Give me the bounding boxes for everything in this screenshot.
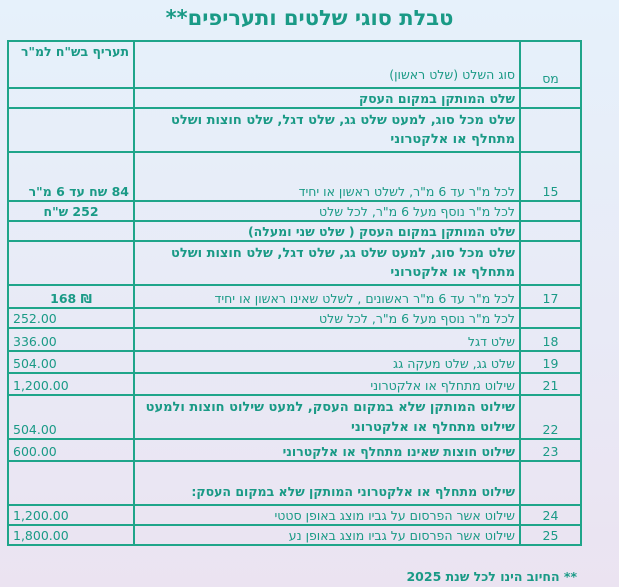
table-row bbox=[8, 201, 581, 221]
row-desc: שילוט המותקן שלא במקום העסק, למעט שילוט חוצות ולמעט שילוט מתחלף או אלקטרוני bbox=[134, 395, 520, 439]
row-num: 18 bbox=[520, 328, 581, 351]
row-num: 23 bbox=[520, 439, 581, 461]
row-num bbox=[520, 108, 581, 152]
row-desc: שילוט אשר הפרסום על גביו מוצג באופן סטטי bbox=[134, 505, 520, 525]
signs-rates-table bbox=[7, 40, 582, 546]
row-price bbox=[8, 241, 134, 285]
table-row bbox=[8, 373, 581, 395]
page-title: טבלת סוגי שלטים ותעריפים** bbox=[165, 6, 454, 30]
table-header-row bbox=[8, 41, 581, 88]
table-row bbox=[8, 152, 581, 201]
row-num: 25 bbox=[520, 525, 581, 545]
table-row bbox=[8, 395, 581, 439]
table-row bbox=[8, 108, 581, 152]
table-row bbox=[8, 328, 581, 351]
row-desc: שלט המותקן במקום העסק ( שלט שני ומעלה) bbox=[134, 221, 520, 241]
header-type: סוג השלט (שלט ראשון) bbox=[134, 41, 520, 88]
table-row bbox=[8, 241, 581, 285]
row-price bbox=[8, 461, 134, 505]
row-desc: שלט גג, שלט מעקה גג bbox=[134, 351, 520, 373]
row-price bbox=[8, 108, 134, 152]
row-num: 21 bbox=[520, 373, 581, 395]
row-desc: שלט מכל סוג, למעט שלט גג, שלט דגל, שלט חוצות ושלט מתחלף או אלקטרוני bbox=[134, 241, 520, 285]
table-row bbox=[8, 461, 581, 505]
row-price: 336.00 bbox=[8, 328, 134, 351]
row-desc: לכל מ"ר נוסף מעל 6 מ"ר, לכל שלט bbox=[134, 308, 520, 328]
row-price: 1,200.00 bbox=[8, 505, 134, 525]
row-desc: שילוט אשר הפרסום על גביו מוצג באופן נע bbox=[134, 525, 520, 545]
footer-note: ** החיוב הינו לכל שנת 2025 bbox=[406, 569, 577, 584]
row-desc: שלט דגל bbox=[134, 328, 520, 351]
row-price bbox=[8, 88, 134, 108]
table-row bbox=[8, 351, 581, 373]
row-desc: לכל מ"ר עד 6 מ"ר, לשלט ראשון או יחיד bbox=[134, 152, 520, 201]
row-num: 15 bbox=[520, 152, 581, 201]
row-price: 84 שח עד 6 מ"ר bbox=[8, 152, 134, 201]
row-price: 600.00 bbox=[8, 439, 134, 461]
row-price: ₪ 168 bbox=[8, 285, 134, 308]
row-price: 252.00 bbox=[8, 308, 134, 328]
row-desc: שילוט מתחלף או אלקטרוני bbox=[134, 373, 520, 395]
row-num: 24 bbox=[520, 505, 581, 525]
row-num: 17 bbox=[520, 285, 581, 308]
row-desc: שלט מכל סוג, למעט שלט גג, שלט דגל, שלט חוצות ושלט מתחלף או אלקטרוני bbox=[134, 108, 520, 152]
table-row bbox=[8, 221, 581, 241]
row-num bbox=[520, 308, 581, 328]
row-desc: שילוט חוצות שאינו מתחלף או אלקטרוני bbox=[134, 439, 520, 461]
row-desc: לכל מ"ר נוסף מעל 6 מ"ר, לכל שלט bbox=[134, 201, 520, 221]
table-row bbox=[8, 505, 581, 525]
row-price bbox=[8, 221, 134, 241]
header-price: תעריף בש"ח למ"ר bbox=[8, 41, 134, 88]
row-num: 19 bbox=[520, 351, 581, 373]
row-desc: שילוט מתחלף או אלקטרוני המותקן שלא במקום העסק: bbox=[134, 461, 520, 505]
row-desc: שלט המותקן במקום העסק bbox=[134, 88, 520, 108]
row-num bbox=[520, 461, 581, 505]
table-row bbox=[8, 285, 581, 308]
row-num bbox=[520, 221, 581, 241]
row-price: 1,800.00 bbox=[8, 525, 134, 545]
row-price: 504.00 bbox=[8, 395, 134, 439]
header-num: מס bbox=[520, 41, 581, 88]
row-num bbox=[520, 88, 581, 108]
row-price: 252 ש"ח bbox=[8, 201, 134, 221]
table-row bbox=[8, 439, 581, 461]
row-num bbox=[520, 201, 581, 221]
row-num bbox=[520, 241, 581, 285]
table-row bbox=[8, 88, 581, 108]
table-row bbox=[8, 525, 581, 545]
row-price: 504.00 bbox=[8, 351, 134, 373]
row-num: 22 bbox=[520, 395, 581, 439]
row-desc: לכל מ"ר עד 6 מ"ר ראשונים , לשלט שאינו ראשון או יחיד bbox=[134, 285, 520, 308]
table-row bbox=[8, 308, 581, 328]
row-price: 1,200.00 bbox=[8, 373, 134, 395]
